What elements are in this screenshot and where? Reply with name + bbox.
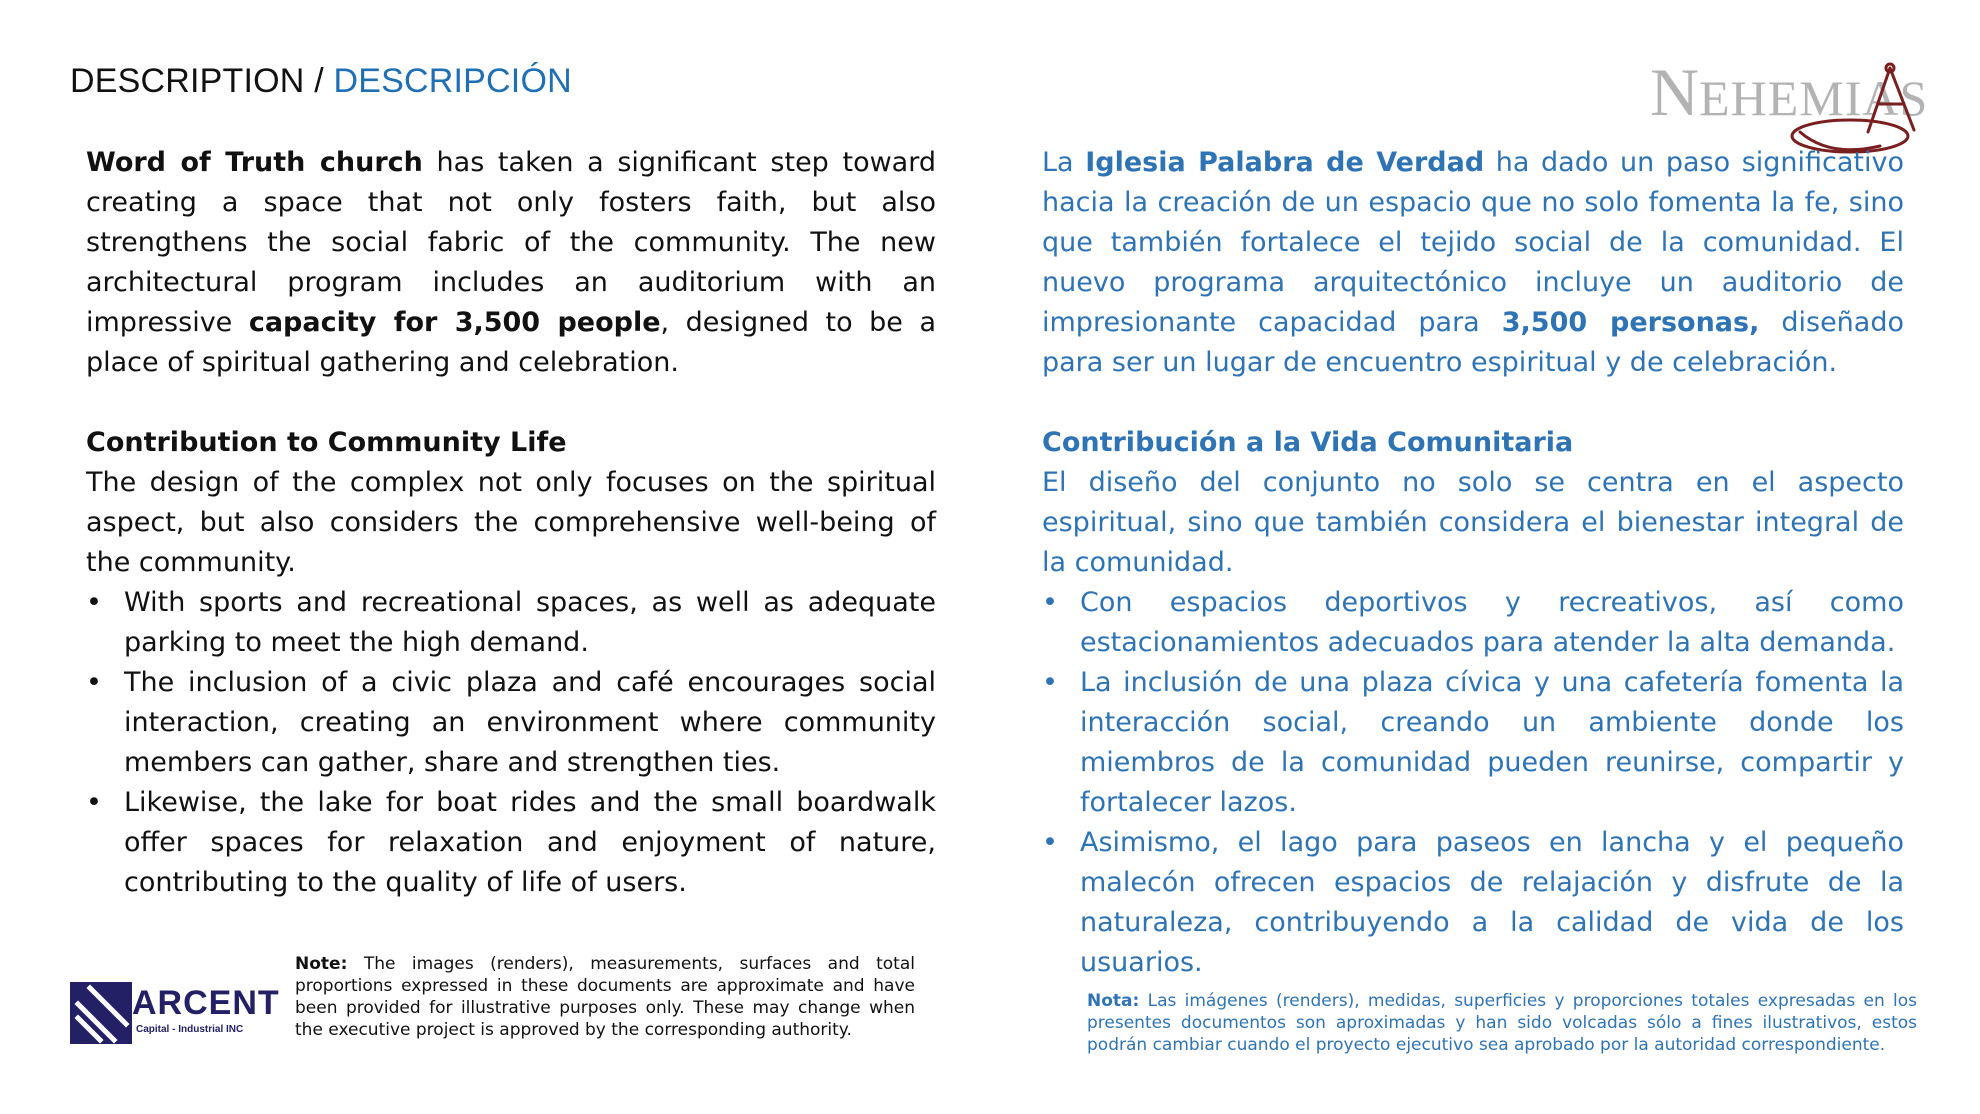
church-name-english: Word of Truth church: [86, 147, 423, 178]
bullet-icon: •: [1042, 667, 1058, 698]
spanish-bullet-list: [1042, 583, 1904, 983]
arcent-logo-tagline: Capital - Industrial INC: [136, 1024, 244, 1035]
bullet-icon: •: [86, 587, 102, 618]
page-title-spanish: DESCRIPCIÓN: [333, 62, 572, 100]
section-heading-english: Contribution to Community Life: [86, 427, 567, 458]
list-item: [1042, 663, 1904, 823]
list-item: [1042, 823, 1904, 983]
spanish-intro-prefix: La: [1042, 147, 1086, 178]
list-item-text: La inclusión de una plaza cívica y una cafetería fomenta la interacción social, creando un ambiente donde los miembros de la comunidad pueden reunirse, compartir y fortalecer lazos.: [1080, 667, 1904, 818]
spanish-intro-part2: diseñado para ser un lugar de encuentro espiritual y de celebración.: [1042, 307, 1904, 378]
disclaimer-note-english: [295, 953, 915, 1041]
spanish-column: [1042, 143, 1904, 983]
note-text-english: The images (renders), measurements, surfaces and total proportions expressed in these documents are approximate and have been provided for illustrative purposes only. These may change when the executive project is approved by the corresponding authority.: [295, 954, 915, 1040]
list-item-text: Asimismo, el lago para paseos en lancha y el pequeño malecón ofrecen espacios de relajación y disfrute de la naturaleza, contribuyendo a la calidad de vida de los usuarios.: [1080, 827, 1904, 978]
bullet-icon: •: [86, 787, 102, 818]
spanish-intro-part1: ha dado un paso significativo hacia la creación de un espacio que no solo fomenta la fe, sino que también fortalece el tejido social de la comunidad. El nuevo programa arquitectónico incluye un auditorio de impresionante capacidad para: [1042, 147, 1904, 338]
title-separator: /: [304, 62, 334, 100]
list-item: [1042, 583, 1904, 663]
page-title: [70, 62, 572, 101]
capacity-spanish: 3,500 personas,: [1501, 307, 1760, 338]
arcent-emblem-icon: [70, 982, 132, 1044]
list-item-text: The inclusion of a civic plaza and café encourages social interaction, creating an environment where community members can gather, share and strengthen ties.: [124, 667, 936, 778]
note-label-english: Note:: [295, 954, 348, 974]
arcent-logo: [70, 982, 280, 1046]
nehemias-logo-rest: EHEMIAS: [1699, 70, 1929, 126]
nehemias-logo-initial: N: [1650, 54, 1700, 130]
section-text-english: The design of the complex not only focuses on the spiritual aspect, but also considers the comprehensive well-being of the community.: [86, 467, 936, 578]
english-intro-part1: has taken a significant step toward creating a space that not only fosters faith, but also strengthens the social fabric of the community. The new architectural program includes an auditorium with an impressive: [86, 147, 936, 338]
english-bullet-list: [86, 583, 936, 903]
list-item-text: Con espacios deportivos y recreativos, así como estacionamientos adecuados para atender la alta demanda.: [1080, 587, 1904, 658]
church-name-spanish: Iglesia Palabra de Verdad: [1085, 147, 1485, 178]
bullet-icon: •: [1042, 587, 1058, 618]
list-item-text: Likewise, the lake for boat rides and the small boardwalk offer spaces for relaxation and enjoyment of nature, contributing to the quality of life of users.: [124, 787, 936, 898]
english-column: [86, 143, 936, 903]
note-text-spanish: Las imágenes (renders), medidas, superficies y proporciones totales expresadas en los presentes documentos son aproximadas y han sido volcadas sólo a fines ilustrativos, estos podrán cambiar cuando el proyecto ejecutivo sea aprobado por la autoridad correspondiente.: [1087, 991, 1917, 1055]
disclaimer-note-spanish: [1087, 990, 1917, 1056]
list-item-text: With sports and recreational spaces, as well as adequate parking to meet the high demand.: [124, 587, 936, 658]
bullet-icon: •: [1042, 827, 1058, 858]
section-heading-spanish: Contribución a la Vida Comunitaria: [1042, 427, 1574, 458]
page-title-english: DESCRIPTION: [70, 62, 305, 100]
english-intro-part2: , designed to be a place of spiritual gathering and celebration.: [86, 307, 936, 378]
arcent-logo-name: ARCENT: [132, 984, 280, 1022]
english-intro: [86, 143, 936, 383]
section-text-spanish: El diseño del conjunto no solo se centra en el aspecto espiritual, sino que también considera el bienestar integral de la comunidad.: [1042, 467, 1904, 578]
list-item: [86, 583, 936, 663]
list-item: [86, 663, 936, 783]
list-item: [86, 783, 936, 903]
spanish-intro: [1042, 143, 1904, 383]
note-label-spanish: Nota:: [1087, 991, 1140, 1011]
bullet-icon: •: [86, 667, 102, 698]
capacity-english: capacity for 3,500 people: [248, 307, 661, 338]
